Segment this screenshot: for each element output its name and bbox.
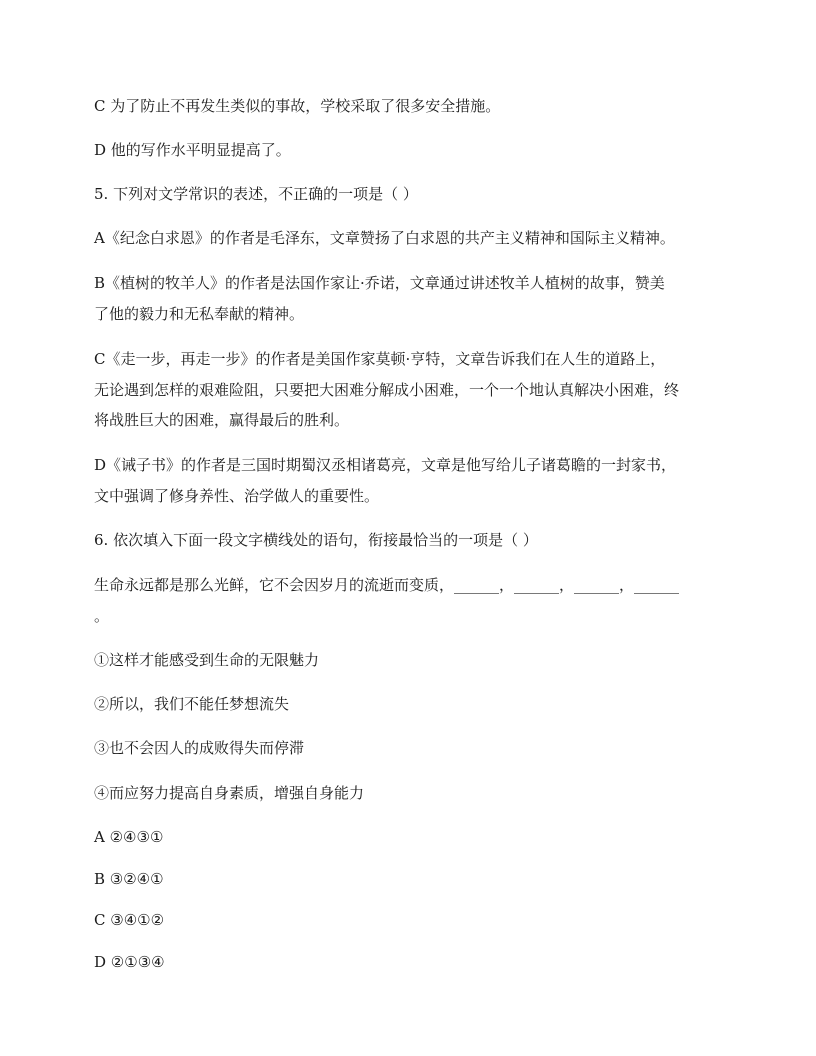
- option-d-q6: D ②①③④: [94, 953, 165, 971]
- option-b-q6: B ③②④①: [94, 870, 164, 888]
- option-c-q4: C 为了防止不再发生类似的事故，学校采取了很多安全措施。: [94, 97, 501, 115]
- option-d-q5-line-1: D《诫子书》的作者是三国时期蜀汉丞相诸葛亮，文章是他写给儿子诸葛瞻的一封家书，: [94, 456, 677, 474]
- question-6-passage: 生命永远都是那么光鲜，它不会因岁月的流逝而变质，______，______，______，______: [94, 576, 680, 594]
- option-c-q5-line-3: 将战胜巨大的困难，赢得最后的胜利。: [94, 411, 350, 429]
- sentence-3: ③也不会因人的成败得失而停滞: [94, 739, 305, 757]
- option-a-q6: A ②④③①: [94, 828, 164, 846]
- option-d-q5-line-2: 文中强调了修身养性、治学做人的重要性。: [94, 487, 380, 505]
- question-6-passage-end: 。: [94, 607, 110, 625]
- sentence-2: ②所以，我们不能任梦想流失: [94, 695, 290, 713]
- option-d-q4: D 他的写作水平明显提高了。: [94, 141, 291, 159]
- option-c-q6: C ③④①②: [94, 911, 165, 929]
- sentence-4: ④而应努力提高自身素质，增强自身能力: [94, 784, 365, 802]
- question-6-stem: 6. 依次填入下面一段文字横线处的语句，衔接最恰当的一项是（ ）: [94, 531, 538, 549]
- option-c-q5-line-1: C《走一步，再走一步》的作者是美国作家莫顿·亨特，文章告诉我们在人生的道路上，: [94, 350, 666, 368]
- sentence-1: ①这样才能感受到生命的无限魅力: [94, 651, 320, 669]
- option-b-q5-line-2: 了他的毅力和无私奉献的精神。: [94, 305, 305, 323]
- question-5-stem: 5. 下列对文学常识的表述，不正确的一项是（ ）: [94, 185, 418, 203]
- option-c-q5-line-2: 无论遇到怎样的艰难险阻，只要把大困难分解成小困难，一个一个地认真解决小困难，终: [94, 381, 680, 399]
- option-a-q5: A《纪念白求恩》的作者是毛泽东，文章赞扬了白求恩的共产主义精神和国际主义精神。: [94, 229, 675, 247]
- option-b-q5-line-1: B《植树的牧羊人》的作者是法国作家让·乔诺，文章通过讲述牧羊人植树的故事，赞美: [94, 274, 665, 292]
